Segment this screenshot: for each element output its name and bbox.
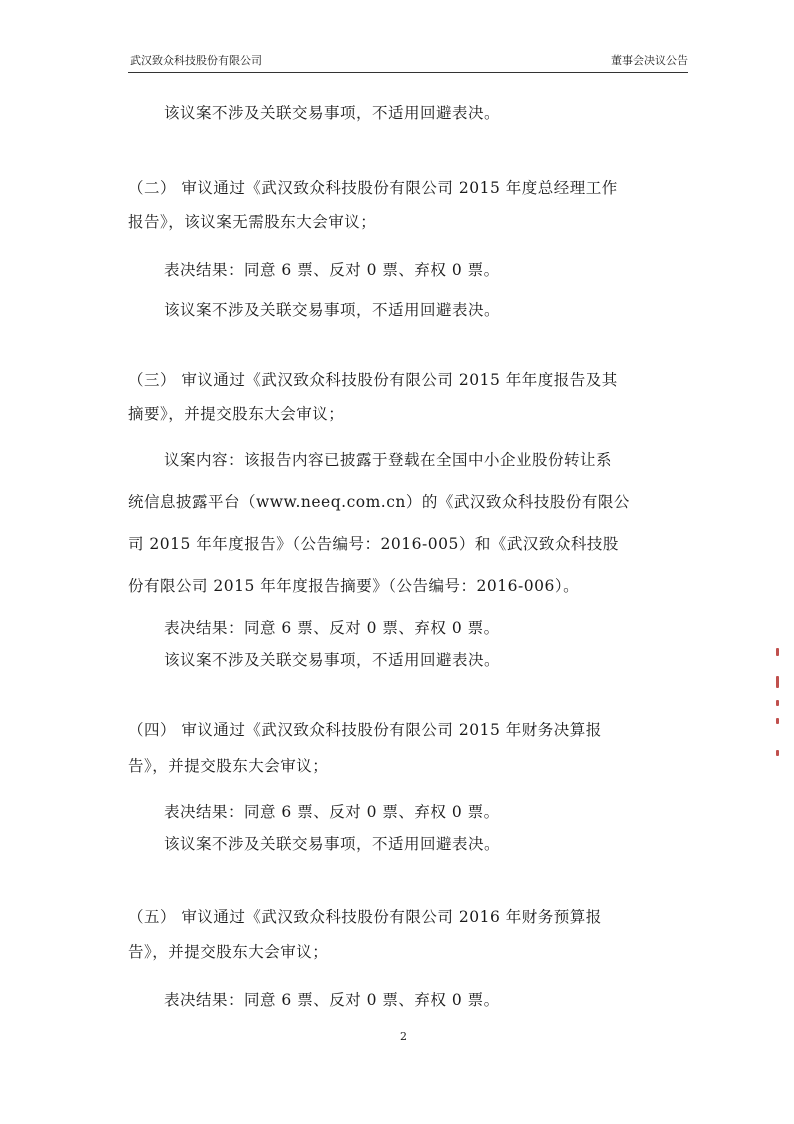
- seal-edge-mark: [776, 750, 779, 756]
- text-line: 报告》，该议案无需股东大会审议；: [128, 213, 377, 231]
- text-line: 表决结果：同意 6 票、反对 0 票、弃权 0 票。: [164, 991, 500, 1009]
- text-line: 表决结果：同意 6 票、反对 0 票、弃权 0 票。: [164, 619, 500, 637]
- text-line: （四） 审议通过《武汉致众科技股份有限公司 2015 年财务决算报: [128, 721, 602, 739]
- text-line: 摘要》，并提交股东大会审议；: [128, 405, 345, 423]
- text-line: 告》，并提交股东大会审议；: [128, 943, 329, 961]
- text-line: 表决结果：同意 6 票、反对 0 票、弃权 0 票。: [164, 261, 500, 279]
- text-line: 司 2015 年年度报告》（公告编号：2016-005）和《武汉致众科技股: [128, 535, 619, 553]
- text-line: 该议案不涉及关联交易事项，不适用回避表决。: [164, 301, 501, 319]
- text-line: 该议案不涉及关联交易事项，不适用回避表决。: [164, 835, 501, 853]
- seal-edge-mark: [776, 648, 779, 656]
- seal-edge-mark: [776, 718, 779, 724]
- header-doc-type: 董事会决议公告: [611, 54, 688, 67]
- text-line: （五） 审议通过《武汉致众科技股份有限公司 2016 年财务预算报: [128, 908, 602, 926]
- text-line: 议案内容：该报告内容已披露于登载在全国中小企业股份转让系: [164, 451, 613, 469]
- page-header: [128, 50, 688, 73]
- text-line: 该议案不涉及关联交易事项，不适用回避表决。: [164, 651, 501, 669]
- seal-edge-mark: [776, 700, 779, 706]
- text-line: 统信息披露平台（www.neeq.com.cn）的《武汉致众科技股份有限公: [128, 493, 630, 511]
- text-line: 表决结果：同意 6 票、反对 0 票、弃权 0 票。: [164, 803, 500, 821]
- seal-edge-mark: [776, 676, 779, 688]
- header-company: 武汉致众科技股份有限公司: [130, 54, 262, 67]
- text-line: （三） 审议通过《武汉致众科技股份有限公司 2015 年年度报告及其: [128, 371, 618, 389]
- text-line: 份有限公司 2015 年年度报告摘要》（公告编号：2016-006）。: [128, 577, 580, 595]
- page-number: 2: [400, 1030, 407, 1043]
- text-line: 该议案不涉及关联交易事项，不适用回避表决。: [164, 104, 501, 122]
- text-line: 告》，并提交股东大会审议；: [128, 757, 329, 775]
- text-line: （二） 审议通过《武汉致众科技股份有限公司 2015 年度总经理工作: [128, 179, 618, 197]
